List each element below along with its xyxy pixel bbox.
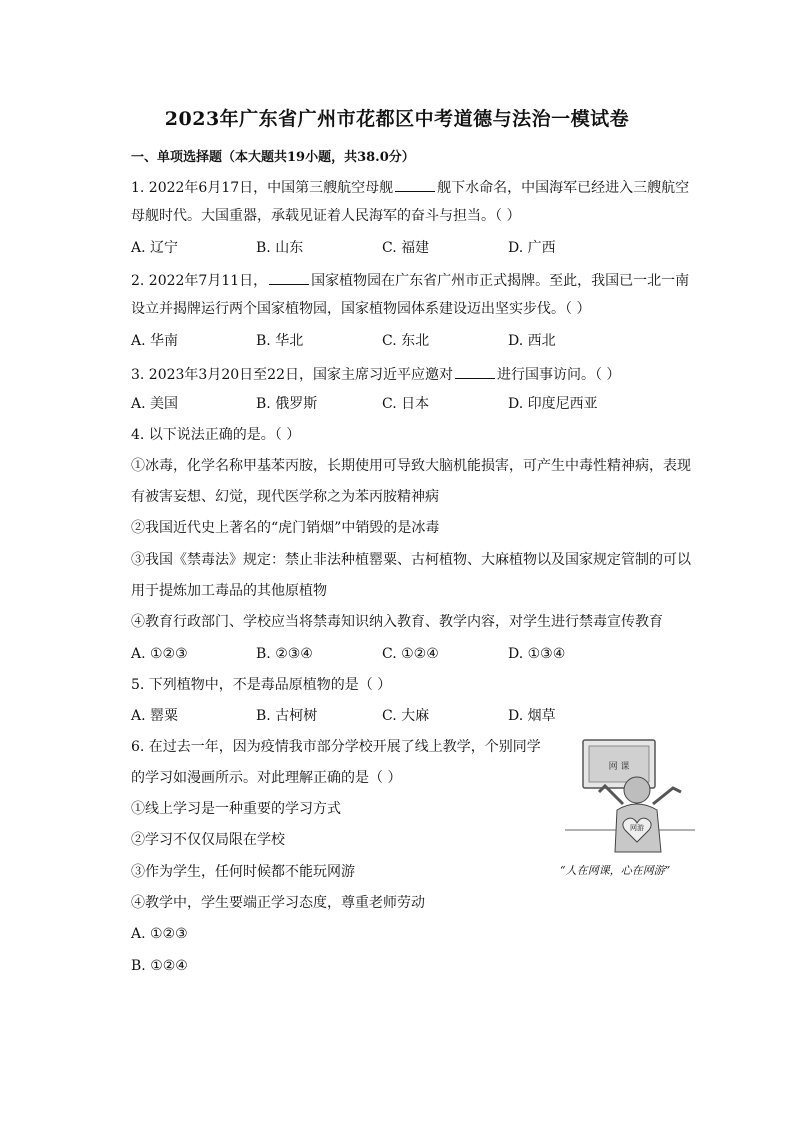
question-6-option-a: A. ①②③ (131, 926, 188, 942)
section-header: 一、单项选择题（本大题共19小题，共38.0分） (131, 150, 415, 165)
question-2-text-a: 2. 2022年7月11日， (131, 273, 268, 289)
question-3-option-d: D. 印度尼西亚 (508, 396, 598, 412)
question-3-option-b: B. 俄罗斯 (256, 396, 318, 412)
question-4-option-c: C. ①②④ (382, 646, 439, 662)
question-1-option-d: D. 广西 (508, 240, 556, 256)
question-4-statement-3a: ③我国《禁毒法》规定：禁止非法种植罂粟、古柯植物、大麻植物以及国家规定管制的可以 (131, 552, 691, 568)
question-4-statement-3b: 用于提炼加工毒品的其他原植物 (131, 583, 327, 599)
question-3-line-1 (131, 364, 620, 384)
question-2-line-1 (131, 270, 689, 290)
question-6-line-2: 的学习如漫画所示。对此理解正确的是（ ） (131, 770, 402, 786)
question-5-option-d: D. 烟草 (508, 708, 556, 724)
heart-text: 网游 (630, 824, 644, 832)
question-2-option-a: A. 华南 (131, 333, 179, 349)
answer-blank (455, 364, 495, 379)
question-3-option-c: C. 日本 (382, 396, 430, 412)
question-6-line-1: 6. 在过去一年，因为疫情我市部分学校开展了线上教学，个别同学 (131, 739, 541, 755)
question-1-line-1 (131, 177, 689, 197)
question-3-text-b: 进行国事访问。（ ） (496, 367, 621, 383)
question-1-text-b: 舰下水命名，中国海军已经进入三艘航空 (437, 180, 690, 196)
question-6-statement-1: ①线上学习是一种重要的学习方式 (131, 801, 341, 817)
question-1-line-2: 母舰时代。大国重器，承载见证着人民海军的奋斗与担当。（ ） (131, 208, 521, 224)
screen-text: 网 课 (608, 762, 630, 772)
cartoon-caption: “人在网课，心在网游” (560, 864, 671, 877)
question-3-text-a: 3. 2023年3月20日至22日，国家主席习近平应邀对 (131, 367, 453, 383)
question-4-option-d: D. ①③④ (508, 646, 566, 662)
question-2-line-2: 设立并揭牌运行两个国家植物园，国家植物园体系建设迈出坚实步伐。（ ） (131, 301, 591, 317)
question-4-stem: 4. 以下说法正确的是。（ ） (131, 427, 301, 443)
question-6-statement-4: ④教学中，学生要端正学习态度，尊重老师劳动 (131, 895, 425, 911)
question-5-option-a: A. 罂粟 (131, 708, 179, 724)
question-5-option-b: B. 古柯树 (256, 708, 318, 724)
student-head (624, 777, 650, 803)
question-2-text-b: 国家植物园在广东省广州市正式揭牌。至此，我国已一北一南 (311, 273, 690, 289)
question-4-statement-1a: ①冰毒，化学名称甲基苯丙胺，长期使用可导致大脑机能损害，可产生中毒性精神病，表现 (131, 458, 691, 474)
question-5-stem: 5. 下列植物中，不是毒品原植物的是（ ） (131, 677, 392, 693)
question-6-statement-2: ②学习不仅仅局限在学校 (131, 832, 285, 848)
question-4-option-a: A. ①②③ (131, 646, 188, 662)
question-3-option-a: A. 美国 (131, 396, 179, 412)
question-2-option-b: B. 华北 (256, 333, 304, 349)
student-right-arm (653, 788, 681, 804)
question-6-statement-3: ③作为学生，任何时候都不能玩网游 (131, 864, 355, 880)
question-6-option-b: B. ①②④ (131, 958, 188, 974)
exam-title: 2023年广东省广州市花都区中考道德与法治一模试卷 (164, 108, 630, 130)
answer-blank (395, 177, 435, 192)
question-1-option-c: C. 福建 (382, 240, 430, 256)
cartoon-illustration (565, 738, 695, 854)
question-4-option-b: B. ②③④ (256, 646, 313, 662)
question-1-option-b: B. 山东 (256, 240, 304, 256)
question-1-option-a: A. 辽宁 (131, 240, 179, 256)
question-4-statement-4: ④教育行政部门、学校应当将禁毒知识纳入教育、教学内容，对学生进行禁毒宣传教育 (131, 614, 663, 630)
question-4-statement-1b: 有被害妄想、幻觉，现代医学称之为苯丙胺精神病 (131, 489, 439, 505)
question-2-option-c: C. 东北 (382, 333, 430, 349)
question-2-option-d: D. 西北 (508, 333, 556, 349)
question-1-text-a: 1. 2022年6月17日，中国第三艘航空母舰 (131, 180, 394, 196)
question-5-option-c: C. 大麻 (382, 708, 430, 724)
question-4-statement-2: ②我国近代史上著名的“虎门销烟”中销毁的是冰毒 (131, 520, 440, 536)
answer-blank (269, 270, 309, 285)
